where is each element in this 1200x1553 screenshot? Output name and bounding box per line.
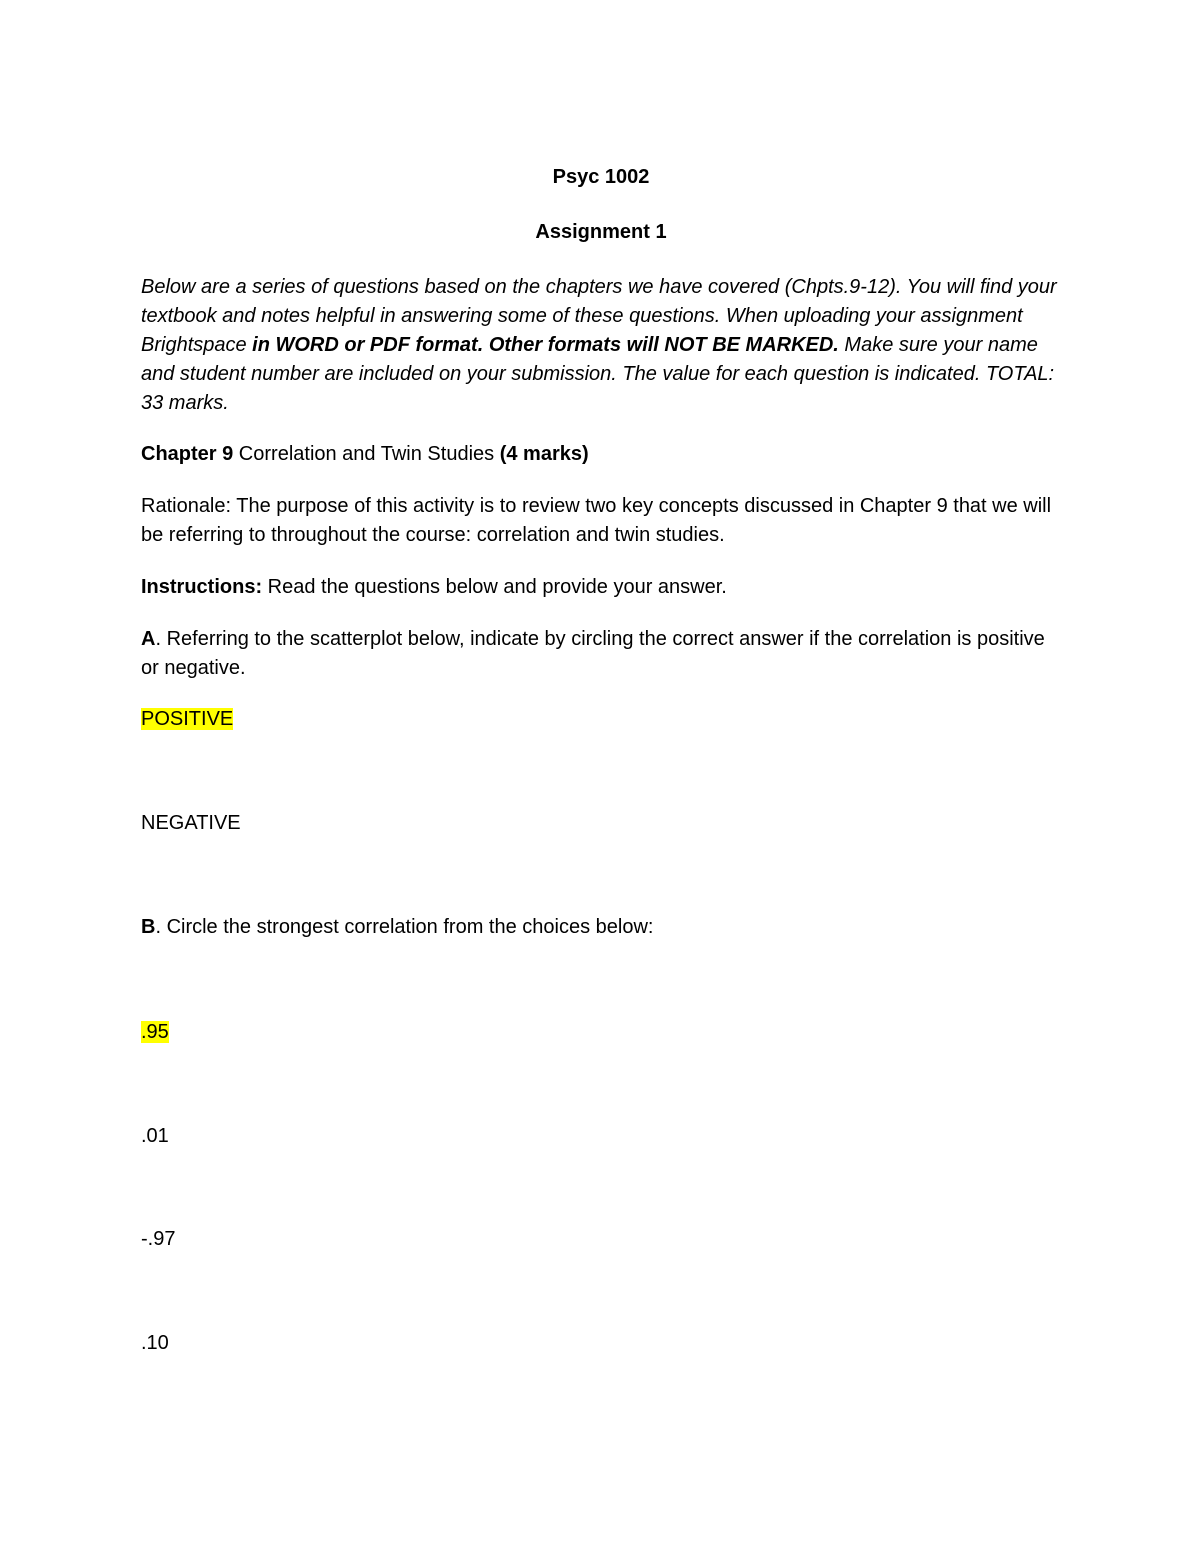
- intro-text-2: Make sure your name and student number are included on your submission. The value for each question is indicated. TOTAL: 33 marks.: [141, 334, 1055, 414]
- option-positive-label: POSITIVE: [141, 708, 234, 730]
- question-a-text: . Referring to the scatterplot below, indicate by circling the correct answer if the correlation is positive or negative.: [141, 628, 1045, 679]
- instructions-line: [141, 573, 1061, 602]
- chapter-label: Chapter 9: [141, 443, 234, 465]
- question-a-letter: A: [141, 628, 156, 650]
- option-095: [141, 1018, 1061, 1047]
- intro-text-1: Below are a series of questions based on the chapters we have covered (Chpts.9-12). You will find your textbook and notes helpful in answering some of these questions. When uploading your assignment Brightspace: [141, 276, 1057, 356]
- option-010: [141, 1329, 1061, 1358]
- question-b-text: . Circle the strongest correlation from the choices below:: [155, 916, 654, 938]
- option-001-label: .01: [141, 1125, 169, 1147]
- instructions-text: Read the questions below and provide your answer.: [262, 576, 727, 598]
- chapter-marks: (4 marks): [499, 443, 589, 465]
- option-negative: [141, 809, 1061, 838]
- question-b-letter: B: [141, 916, 156, 938]
- course-title: Psyc 1002: [552, 166, 650, 188]
- option-095-label: .95: [141, 1021, 169, 1043]
- option-negative-label: NEGATIVE: [141, 812, 241, 834]
- chapter-title: Correlation and Twin Studies: [233, 443, 500, 465]
- chapter-heading: [141, 440, 1061, 469]
- question-a: [141, 625, 1061, 683]
- intro-format-warning: in WORD or PDF format. Other formats will NOT BE MARKED.: [252, 334, 839, 356]
- assignment-title: Assignment 1: [535, 221, 667, 243]
- option-positive: [141, 705, 1061, 734]
- question-b: [141, 913, 1061, 942]
- instructions-label: Instructions:: [141, 576, 263, 598]
- intro-paragraph: [141, 273, 1061, 418]
- option-neg097-label: -.97: [141, 1228, 176, 1250]
- option-010-label: .10: [141, 1332, 169, 1354]
- option-neg097: [141, 1225, 1061, 1254]
- option-001: [141, 1122, 1061, 1151]
- rationale-paragraph: Rationale: The purpose of this activity is to review two key concepts discussed in Chapter 9 that we will be referring to throughout the course: correlation and twin studies.: [141, 495, 1052, 546]
